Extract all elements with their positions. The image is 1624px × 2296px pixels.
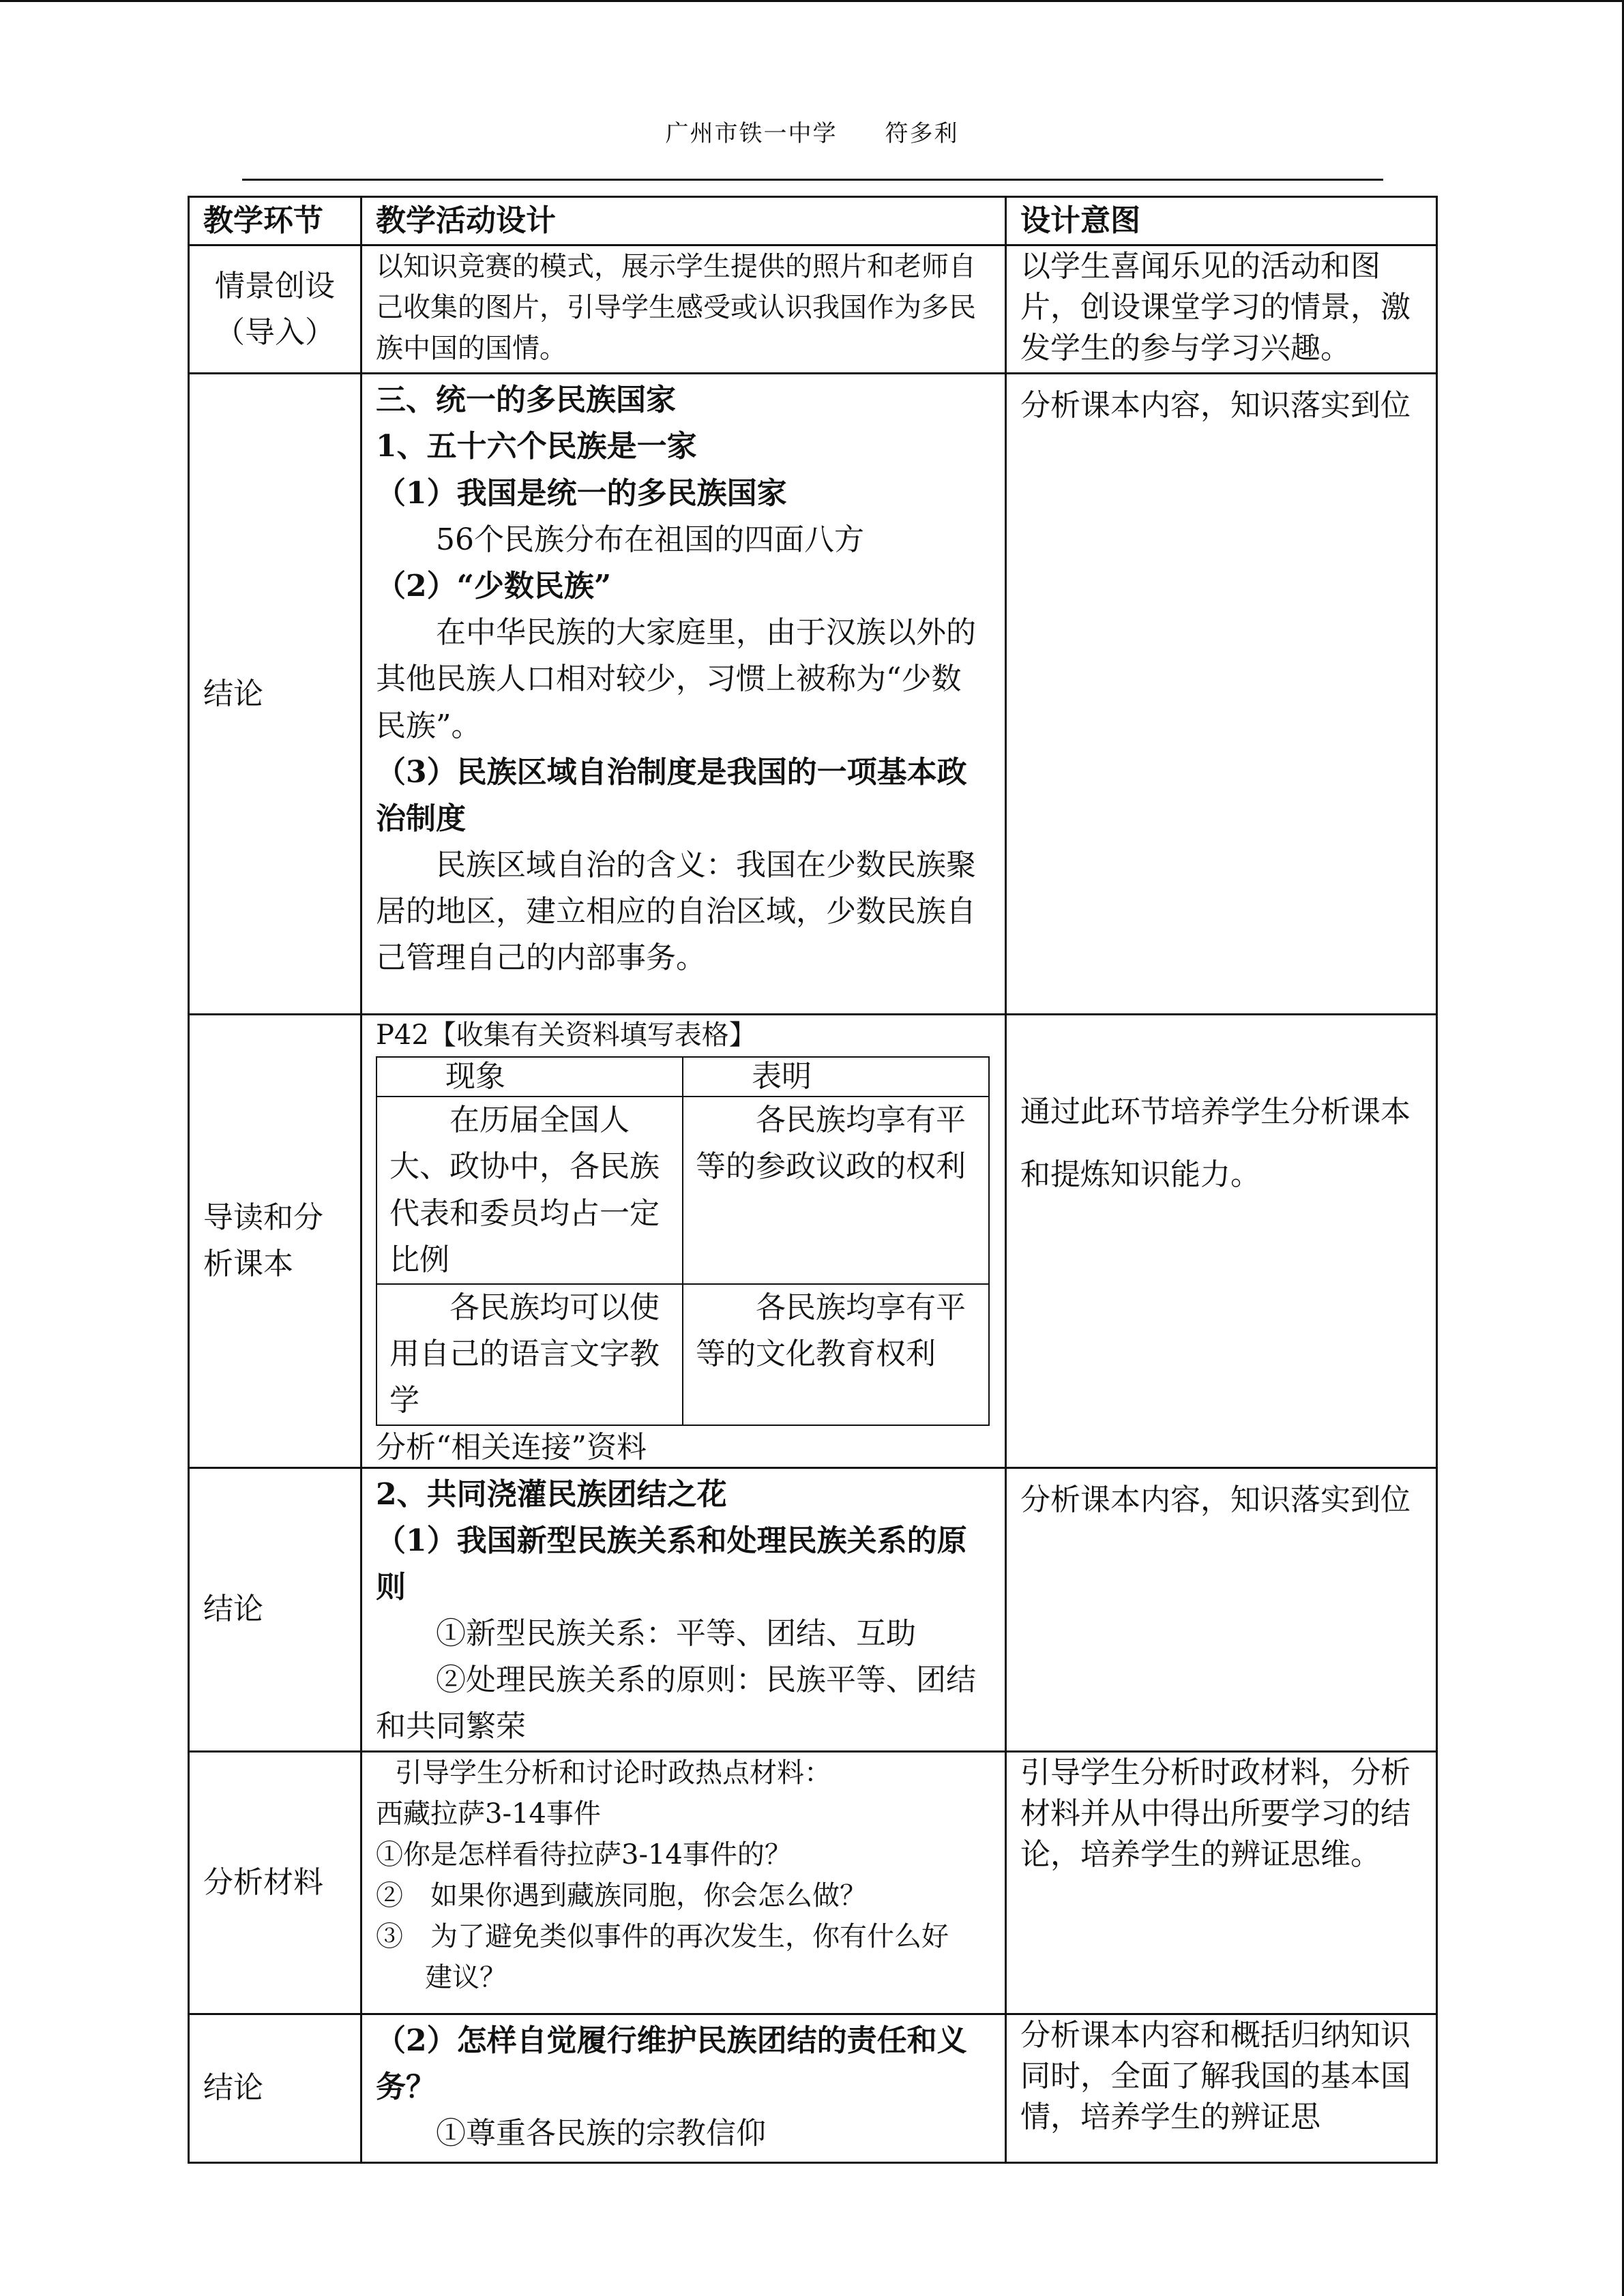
table-row bbox=[189, 2014, 1437, 2162]
header-activity: 教学活动设计 bbox=[361, 197, 1006, 245]
evidence-row bbox=[377, 1097, 989, 1284]
header-rule bbox=[242, 179, 1383, 181]
activity-cell bbox=[361, 1467, 1006, 1751]
evidence-header: 现象 bbox=[377, 1057, 683, 1097]
stage-cell bbox=[189, 245, 361, 374]
stage-label: （导入） bbox=[215, 314, 335, 350]
question-item: ①你是怎样看待拉萨3-14事件的？ bbox=[376, 1838, 792, 1870]
intent-cell: 分析课本内容和概括归纳知识同时，全面了解我国的基本国情，培养学生的辨证思 bbox=[1006, 2014, 1437, 2162]
stage-cell: 结论 bbox=[189, 374, 361, 1015]
point-title: （2）怎样自觉履行维护民族团结的责任和义务？ bbox=[376, 2023, 967, 2104]
teacher-name: 符多利 bbox=[885, 120, 959, 147]
intent-cell: 分析课本内容，知识落实到位 bbox=[1006, 374, 1437, 1015]
evidence-row bbox=[377, 1284, 989, 1425]
point-text: 56个民族分布在祖国的四面八方 bbox=[436, 522, 864, 557]
activity-cell: 以知识竞赛的模式，展示学生提供的照片和老师自己收集的图片，引导学生感受或认识我国作为多民族中国的国情。 bbox=[361, 245, 1006, 374]
material-line: 西藏拉萨3-14事件 bbox=[376, 1798, 601, 1830]
point-title: （2）“少数民族” bbox=[376, 568, 612, 603]
point-text: ②处理民族关系的原则：民族平等、团结和共同繁荣 bbox=[376, 1663, 976, 1744]
stage-label: 情景创设 bbox=[215, 268, 335, 303]
header-intent: 设计意图 bbox=[1006, 197, 1437, 245]
table-row bbox=[189, 1467, 1437, 1751]
header-stage: 教学环节 bbox=[189, 197, 361, 245]
point-title: （1）我国新型民族关系和处理民族关系的原则 bbox=[376, 1523, 967, 1605]
question-item: 建议？ bbox=[425, 1961, 507, 1993]
section-heading: 三、统一的多民族国家 bbox=[376, 383, 676, 418]
point-text: 在中华民族的大家庭里，由于汉族以外的其他民族人口相对较少，习惯上被称为“少数民族”。 bbox=[376, 615, 976, 743]
point-text: 民族区域自治的含义：我国在少数民族聚居的地区，建立相应的自治区域，少数民族自己管理自己的内部事务。 bbox=[376, 848, 976, 976]
material-line: 引导学生分析和讨论时政热点材料： bbox=[395, 1757, 831, 1789]
activity-cell bbox=[361, 374, 1006, 1015]
point-title: （3）民族区域自治制度是我国的一项基本政治制度 bbox=[376, 754, 967, 836]
page-header bbox=[0, 115, 1624, 148]
activity-cell bbox=[361, 1015, 1006, 1467]
evidence-cell: 各民族均享有平等的参政议政的权利 bbox=[683, 1097, 989, 1284]
point-text: ①新型民族关系：平等、团结、互助 bbox=[436, 1616, 916, 1652]
stage-label: 导读和分 bbox=[203, 1199, 323, 1235]
stage-cell: 结论 bbox=[189, 1467, 361, 1751]
stage-label: 析课本 bbox=[203, 1246, 293, 1281]
table-footer: 分析“相关连接”资料 bbox=[376, 1429, 647, 1465]
evidence-cell: 各民族均享有平等的文化教育权利 bbox=[683, 1284, 989, 1425]
evidence-cell: 各民族均可以使用自己的语言文字教学 bbox=[377, 1284, 683, 1425]
table-row bbox=[189, 1751, 1437, 2014]
intent-cell: 分析课本内容，知识落实到位 bbox=[1006, 1467, 1437, 1751]
evidence-table bbox=[376, 1056, 990, 1425]
activity-cell bbox=[361, 2014, 1006, 2162]
table-row bbox=[189, 245, 1437, 374]
school-name: 广州市铁一中学 bbox=[665, 120, 838, 147]
table-row bbox=[189, 1015, 1437, 1467]
activity-cell bbox=[361, 1751, 1006, 2014]
intent-cell: 以学生喜闻乐见的活动和图片，创设课堂学习的情景，激发学生的参与学习兴趣。 bbox=[1006, 245, 1437, 374]
point-text: ①尊重各民族的宗教信仰 bbox=[436, 2116, 766, 2151]
question-item: ③ 为了避免类似事件的再次发生，你有什么好 bbox=[376, 1920, 949, 1952]
stage-cell bbox=[189, 1015, 361, 1467]
stage-cell: 分析材料 bbox=[189, 1751, 361, 2014]
subsection-heading: 1、五十六个民族是一家 bbox=[376, 429, 697, 464]
table-intro: P42【收集有关资料填写表格】 bbox=[376, 1019, 756, 1052]
evidence-header-row bbox=[377, 1057, 989, 1097]
intent-cell: 引导学生分析时政材料，分析材料并从中得出所要学习的结论，培养学生的辨证思维。 bbox=[1006, 1751, 1437, 2014]
subsection-heading: 2、共同浇灌民族团结之花 bbox=[376, 1476, 727, 1512]
evidence-cell: 在历届全国人大、政协中，各民族代表和委员均占一定比例 bbox=[377, 1097, 683, 1284]
table-row bbox=[189, 374, 1437, 1015]
evidence-header: 表明 bbox=[683, 1057, 989, 1097]
stage-cell: 结论 bbox=[189, 2014, 361, 2162]
intent-cell: 通过此环节培养学生分析课本和提炼知识能力。 bbox=[1006, 1015, 1437, 1467]
table-header-row bbox=[189, 197, 1437, 245]
question-item: ② 如果你遇到藏族同胞，你会怎么做？ bbox=[376, 1879, 867, 1911]
point-title: （1）我国是统一的多民族国家 bbox=[376, 475, 787, 511]
lesson-plan-table bbox=[188, 196, 1438, 2164]
